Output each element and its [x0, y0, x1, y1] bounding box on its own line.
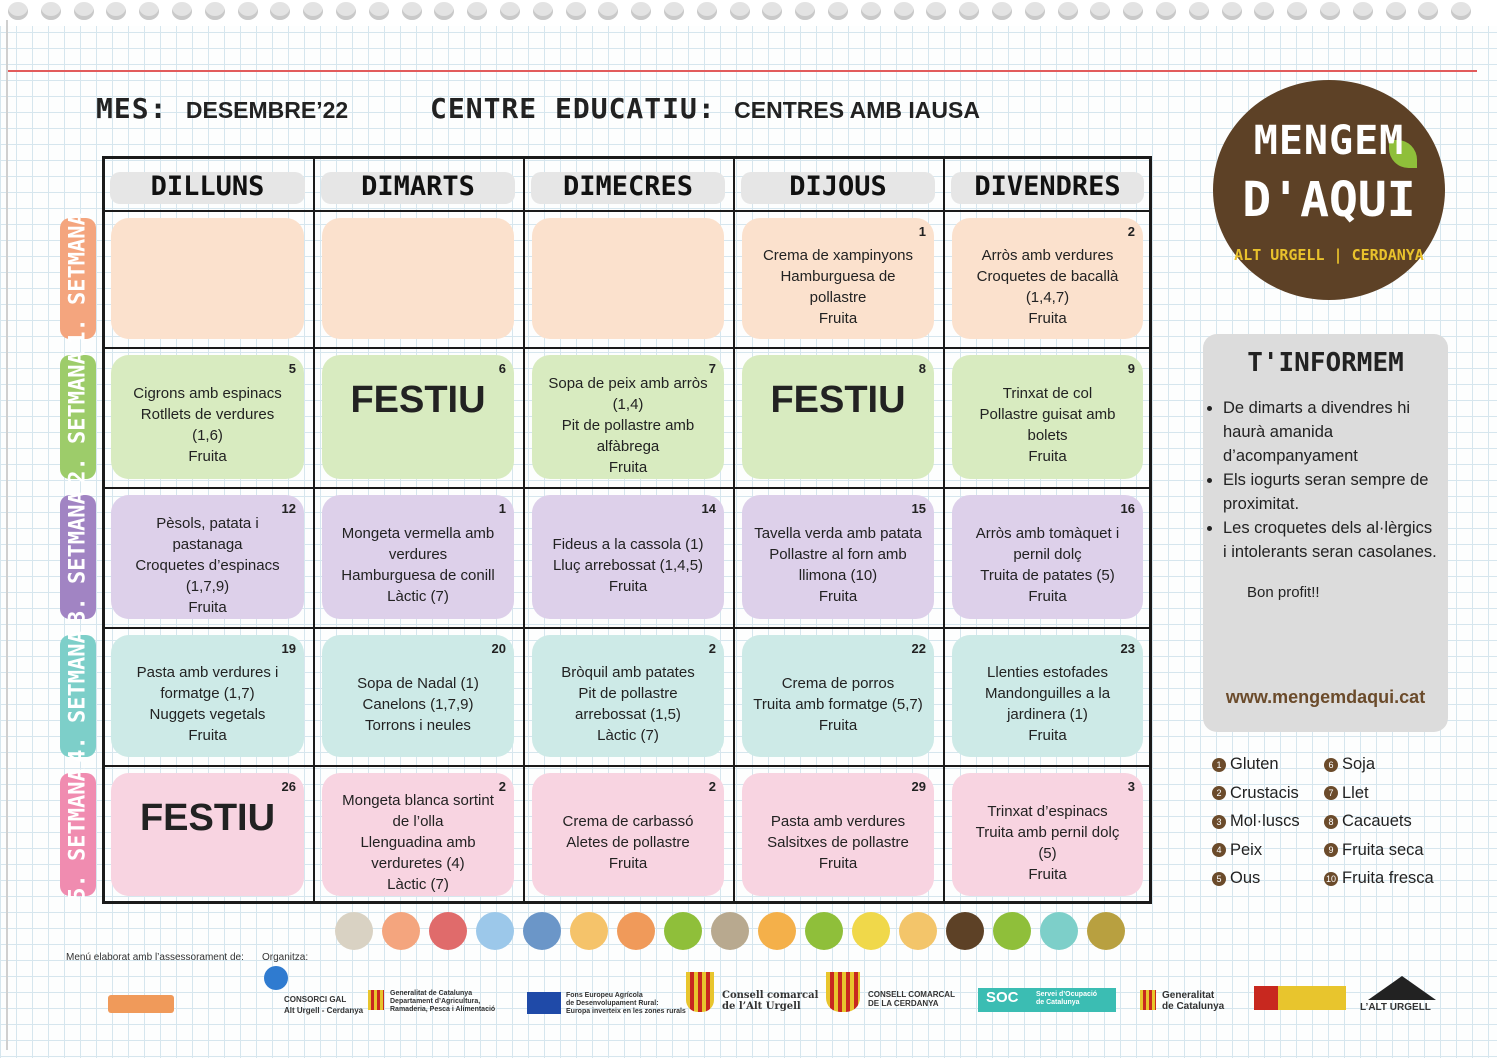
day-number: 8 — [918, 361, 926, 376]
menu-text: Mongeta vermella amb verdures Hamburguesa de conill Làctic (7) — [341, 525, 495, 605]
week-label-text: 2. SETMANA — [65, 350, 91, 484]
allergen-item — [1212, 812, 1300, 831]
grid-row-divider — [102, 487, 1152, 489]
cerdanya-crest-icon — [826, 972, 860, 1012]
center-value: CENTRES AMB IAUSA — [734, 97, 980, 123]
generalitat-flag-icon — [368, 990, 384, 1010]
menu-text: Llenties estofades Mandonguilles a la jardinera (1) Fruita — [984, 664, 1111, 744]
ring-icon — [8, 2, 28, 20]
week-label-text: 3. SETMANA — [65, 490, 91, 624]
ring-icon — [500, 2, 520, 20]
allergen-item — [1324, 812, 1412, 831]
ring-icon — [1353, 2, 1373, 20]
week-label — [60, 350, 96, 484]
ring-icon — [795, 2, 815, 20]
menu-cell — [111, 355, 304, 479]
menu-cell — [532, 635, 724, 757]
ring-icon — [730, 2, 750, 20]
day-number: 2 — [708, 641, 716, 656]
menu-cell — [111, 773, 304, 896]
allergen-item — [1212, 869, 1260, 888]
alt-urgell-text: L’ALT URGELL — [1360, 1002, 1431, 1013]
menu-text: Crema de porros Truita amb formatge (5,7) Fruita — [753, 674, 923, 734]
alt-urgell-mountains-icon — [1368, 976, 1436, 1000]
menu-text: Pasta amb verdures i formatge (1,7) Nuggets vegetals Fruita — [136, 664, 279, 744]
menu-text: Pèsols, patata i pastanaga Croquetes d’espinacs (1,7,9) Fruita — [135, 514, 280, 616]
menu-cell — [742, 218, 934, 339]
info-title: T'INFORMEM — [1247, 348, 1404, 378]
soc-label: SOC — [986, 989, 1019, 1006]
food-category-icon — [711, 912, 749, 950]
ring-icon — [1058, 2, 1078, 20]
food-category-icon — [899, 912, 937, 950]
menu-text: Mongeta blanca sortint de l’olla Llenguadina amb verduretes (4) Làctic (7) — [342, 792, 494, 893]
ring-icon — [238, 2, 258, 20]
grid-column-divider — [313, 156, 315, 904]
day-number: 6 — [498, 361, 506, 376]
eu-flag-icon — [527, 992, 561, 1014]
day-number: 3 — [1127, 779, 1135, 794]
logo-line2: D'AQUI — [1242, 172, 1416, 228]
day-header — [943, 166, 1152, 206]
soc-text: Servei d’Ocupació de Catalunya — [1036, 991, 1098, 1006]
day-header — [313, 166, 523, 206]
info-bullet: • Els iogurts seran sempre de proximitat. — [1223, 468, 1438, 516]
day-name: DIJOUS — [789, 170, 887, 202]
advice-label: Menú elaborat amb l’assessorament de: — [66, 952, 244, 963]
ring-icon — [172, 2, 192, 20]
menu-text: Cigrons amb espinacs Rotllets de verdures (1,6) Fruita — [133, 385, 282, 465]
logo-line3: ALT URGELL | CERDANYA — [1234, 246, 1424, 264]
generalitat-text: Generalitat de Catalunya — [1162, 990, 1225, 1012]
holiday-label: FESTIU — [770, 379, 906, 421]
menu-cell — [111, 218, 304, 339]
ring-icon — [992, 2, 1012, 20]
ring-icon — [828, 2, 848, 20]
allergen-item — [1212, 755, 1279, 774]
day-number: 9 — [1127, 361, 1135, 376]
day-number: 2 — [708, 779, 716, 794]
food-category-icon — [664, 912, 702, 950]
menu-cell — [742, 635, 934, 757]
allergen-number-icon: 2 — [1212, 786, 1226, 800]
menu-text: Trinxat de col Pollastre guisat amb bolets Fruita — [979, 385, 1116, 465]
grid-column-divider — [733, 156, 735, 904]
menu-cell — [952, 218, 1143, 339]
allergen-number-icon: 7 — [1324, 786, 1338, 800]
logo-line1: MENGEM — [1253, 118, 1405, 164]
alt-urgell-crest-icon — [686, 972, 714, 1012]
allergen-name: Mol·luscs — [1230, 812, 1300, 830]
generalitat-dept-text: Generalitat de Catalunya Departament d’Agricultura, Ramaderia, Pesca i Alimentació — [390, 990, 496, 1013]
day-number: 26 — [281, 779, 296, 794]
day-number: 15 — [911, 501, 926, 516]
ring-icon — [697, 2, 717, 20]
day-number: 1 — [918, 224, 926, 239]
grid-row-divider — [102, 210, 1152, 212]
ring-icon — [270, 2, 290, 20]
allergen-name: Peix — [1230, 840, 1263, 859]
day-name: DILLUNS — [150, 170, 265, 202]
ring-icon — [106, 2, 126, 20]
week-label-text: 5. SETMANA — [65, 768, 91, 901]
food-category-icon — [946, 912, 984, 950]
menu-text: Crema de carbassó Aletes de pollastre Fruita — [562, 813, 694, 872]
ring-icon — [926, 2, 946, 20]
menu-cell — [532, 773, 724, 896]
day-number: 12 — [281, 501, 296, 516]
day-number: 19 — [281, 641, 296, 656]
food-category-icon — [993, 912, 1031, 950]
ring-icon — [402, 2, 422, 20]
allergen-name: Fruita seca — [1342, 840, 1424, 859]
menu-text: Arròs amb tomàquet i pernil dolç Truita de patates (5) Fruita — [975, 525, 1120, 605]
consorci-logo-icon — [264, 966, 288, 990]
menu-text: Fideus a la cassola (1) Lluç arrebossat (1,4,5) Fruita — [552, 535, 704, 595]
food-category-icon — [523, 912, 561, 950]
allergen-item — [1324, 841, 1424, 860]
week-label-text: 4. SETMANA — [65, 629, 91, 763]
ring-icon — [1189, 2, 1209, 20]
allergen-name: Fruita fresca — [1342, 869, 1434, 887]
menu-text: Sopa de Nadal (1) Canelons (1,7,9) Torrons i neules — [357, 674, 479, 734]
menu-cell — [742, 495, 934, 619]
ring-icon — [1451, 2, 1471, 20]
grid-row-divider — [102, 627, 1152, 629]
food-category-icon — [1040, 912, 1078, 950]
center-header — [430, 92, 980, 125]
food-category-icon — [1087, 912, 1125, 950]
website-link[interactable]: www.mengemdaqui.cat — [1225, 687, 1426, 707]
menu-cell — [952, 355, 1143, 479]
menu-cell — [322, 218, 514, 339]
info-bullet: • De dimarts a divendres hi haurà amanida d’acompanyament — [1223, 396, 1438, 468]
ring-icon — [1025, 2, 1045, 20]
allergen-number-icon: 1 — [1212, 758, 1226, 772]
day-number: 14 — [701, 501, 716, 516]
ring-icon — [861, 2, 881, 20]
ring-icon — [205, 2, 225, 20]
ring-icon — [566, 2, 586, 20]
menu-cell — [322, 773, 514, 896]
info-closing: Bon profit!! — [1247, 584, 1320, 601]
ring-icon — [1287, 2, 1307, 20]
week-label — [60, 490, 96, 624]
week-label — [60, 629, 96, 763]
menu-cell — [532, 355, 724, 479]
day-number: 20 — [491, 641, 506, 656]
margin-line — [8, 70, 1477, 72]
day-number: 5 — [288, 361, 296, 376]
menu-cell — [322, 355, 514, 479]
allergen-item — [1324, 784, 1369, 803]
holiday-label: FESTIU — [139, 797, 276, 839]
week-label — [60, 212, 96, 345]
day-number: 2 — [1127, 224, 1135, 239]
menu-text: Arròs amb verdures Croquetes de bacallà (1,4,7) Fruita — [976, 246, 1119, 327]
menu-cell — [322, 635, 514, 757]
allergen-number-icon: 4 — [1212, 843, 1226, 857]
day-header — [102, 166, 313, 206]
allergen-name: Crustacis — [1230, 783, 1299, 802]
spiral-binding — [0, 0, 1497, 26]
ministry-logo — [1254, 986, 1346, 1010]
week-label-text: 1. SETMANA — [65, 212, 91, 345]
ring-icon — [74, 2, 94, 20]
menu-cell — [111, 495, 304, 619]
ring-icon — [41, 2, 61, 20]
month-label: MES: — [96, 92, 168, 125]
menu-cell — [532, 218, 724, 339]
cc-alt-urgell-text: Consell comarcal de l’Alt Urgell — [722, 990, 819, 1012]
food-category-icon — [852, 912, 890, 950]
day-number: 29 — [911, 779, 926, 794]
allergen-number-icon: 8 — [1324, 815, 1338, 829]
page-edge — [6, 20, 8, 1050]
menu-cell — [952, 495, 1143, 619]
allergen-item — [1324, 869, 1434, 888]
menu-cell — [742, 773, 934, 896]
ring-icon — [434, 2, 454, 20]
consorci-text: CONSORCI GAL Alt Urgell - Cerdanya — [284, 995, 364, 1015]
grid-column-divider — [943, 156, 945, 904]
menu-text: Trinxat d’espinacs Truita amb pernil dolç (5) Fruita — [975, 802, 1120, 883]
food-category-icon — [335, 912, 373, 950]
day-number: 16 — [1120, 501, 1135, 516]
ring-icon — [598, 2, 618, 20]
menu-text: Crema de xampinyons Hamburguesa de pollastre Fruita — [762, 246, 914, 327]
day-number: 1 — [498, 501, 506, 516]
menu-cell — [111, 635, 304, 757]
generalitat-flag-icon — [1140, 990, 1156, 1010]
food-category-icon — [382, 912, 420, 950]
cc-cerdanya-text: CONSELL COMARCAL DE LA CERDANYA — [868, 990, 955, 1008]
allergen-number-icon: 10 — [1325, 873, 1336, 884]
allergen-number-icon: 9 — [1324, 843, 1338, 857]
allergen-name: Llet — [1342, 783, 1369, 802]
grid-row-divider — [102, 765, 1152, 767]
allergen-number-icon: 6 — [1324, 758, 1338, 772]
ring-icon — [336, 2, 356, 20]
ring-icon — [1386, 2, 1406, 20]
ring-icon — [1123, 2, 1143, 20]
info-panel — [1203, 334, 1448, 732]
alicia-logo — [108, 995, 174, 1013]
ring-icon — [1418, 2, 1438, 20]
menu-cell — [322, 495, 514, 619]
ring-icon — [533, 2, 553, 20]
allergen-item — [1212, 841, 1262, 860]
center-label: CENTRE EDUCATIU: — [430, 92, 716, 125]
menu-cell — [532, 495, 724, 619]
allergen-number-icon: 5 — [1212, 872, 1226, 886]
holiday-label: FESTIU — [350, 379, 486, 421]
ring-icon — [1254, 2, 1274, 20]
allergen-name: Soja — [1342, 755, 1376, 773]
ring-icon — [894, 2, 914, 20]
food-category-icon — [805, 912, 843, 950]
food-category-icon — [570, 912, 608, 950]
ring-icon — [959, 2, 979, 20]
food-category-icon — [476, 912, 514, 950]
food-category-icon — [429, 912, 467, 950]
month-header — [96, 92, 348, 125]
ring-icon — [139, 2, 159, 20]
food-category-icon — [617, 912, 655, 950]
food-category-icon — [758, 912, 796, 950]
menu-cell — [742, 355, 934, 479]
menu-text: Pasta amb verdures Salsitxes de pollastre Fruita — [767, 813, 909, 872]
ring-icon — [664, 2, 684, 20]
menu-text: Bròquil amb patates Pit de pollastre arrebossat (1,5) Làctic (7) — [561, 664, 695, 744]
menu-cell — [952, 635, 1143, 757]
ring-icon — [1222, 2, 1242, 20]
day-number: 23 — [1120, 641, 1135, 656]
ring-icon — [369, 2, 389, 20]
organizes-label: Organitza: — [262, 952, 309, 963]
mengem-daqui-logo — [1213, 80, 1445, 300]
day-name: DIMECRES — [562, 170, 694, 202]
day-number: 7 — [708, 361, 716, 376]
info-bullet: • Les croquetes dels al·lèrgics i intolerants seran casolanes. — [1223, 516, 1438, 564]
allergen-name: Gluten — [1230, 755, 1279, 773]
ring-icon — [1090, 2, 1110, 20]
day-number: 22 — [911, 641, 926, 656]
day-name: DIVENDRES — [974, 170, 1121, 202]
ring-icon — [303, 2, 323, 20]
info-list — [1203, 396, 1438, 564]
menu-cell — [952, 773, 1143, 896]
ring-icon — [1320, 2, 1340, 20]
day-number: 2 — [498, 779, 506, 794]
ring-icon — [762, 2, 782, 20]
allergen-name: Ous — [1230, 869, 1261, 887]
day-header — [733, 166, 943, 206]
grid-row-divider — [102, 347, 1152, 349]
day-name: DIMARTS — [361, 170, 475, 202]
month-value: DESEMBRE’22 — [185, 97, 349, 123]
ring-icon — [467, 2, 487, 20]
grid-column-divider — [523, 156, 525, 904]
allergen-item — [1212, 784, 1299, 803]
week-label — [60, 768, 96, 901]
allergen-item — [1324, 755, 1375, 774]
menu-text: Sopa de peix amb arròs (1,4) Pit de pollastre amb alfàbrega Fruita — [548, 374, 708, 476]
ring-icon — [1156, 2, 1176, 20]
day-header — [523, 166, 733, 206]
allergen-number-icon: 3 — [1212, 815, 1226, 829]
ring-icon — [631, 2, 651, 20]
allergen-name: Cacauets — [1342, 812, 1412, 830]
feader-text: Fons Europeu Agrícola de Desenvolupament Rural: Europa inverteix en les zones rurals — [566, 992, 686, 1015]
menu-text: Tavella verda amb patata Pollastre al forn amb llimona (10) Fruita — [754, 525, 922, 605]
